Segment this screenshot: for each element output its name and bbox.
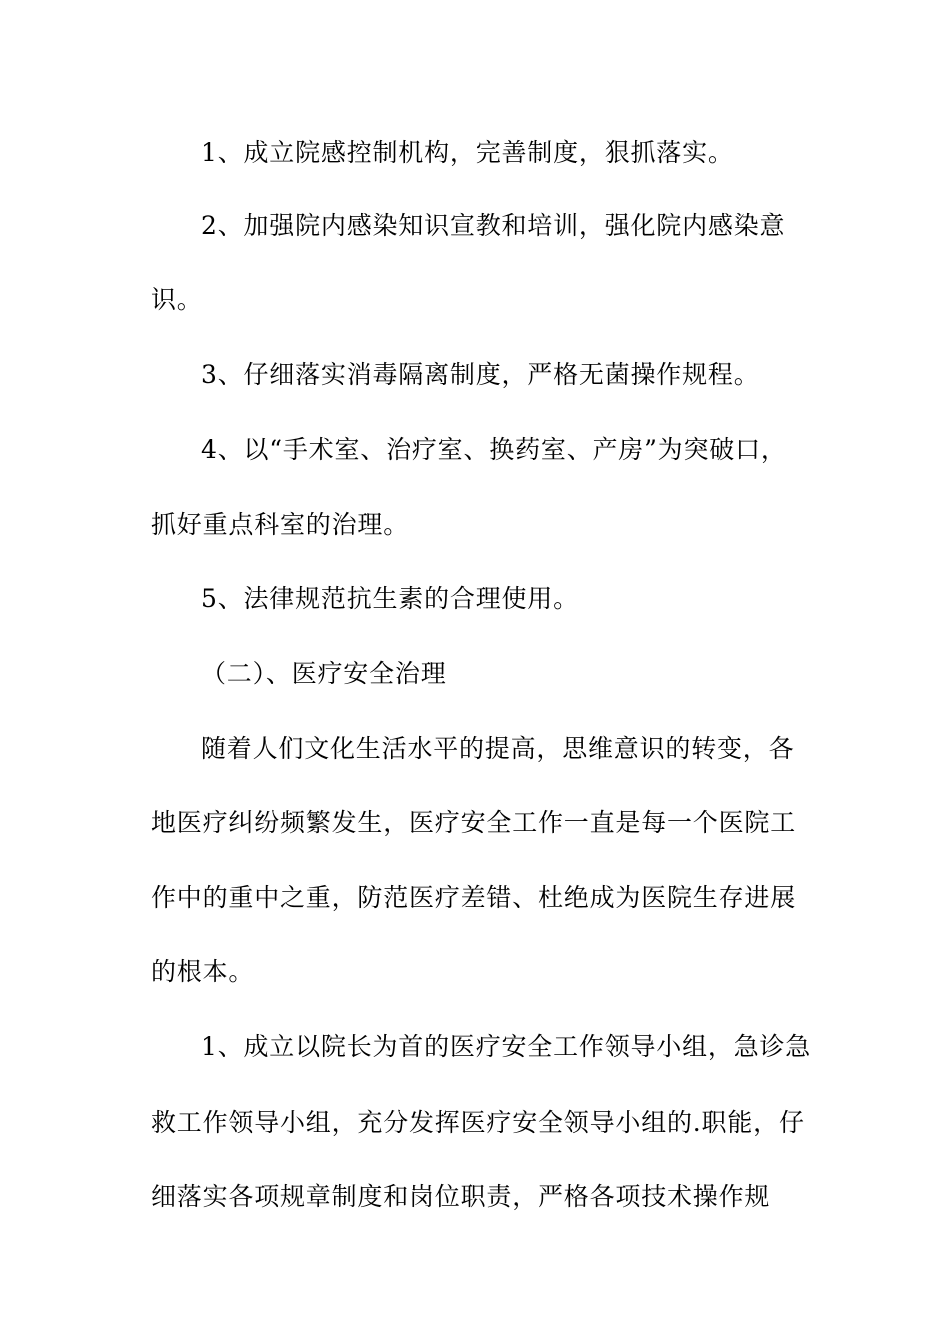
paragraph-2-line-2: 识。 [151,285,203,314]
paragraph-7-line-1: 1、成立以院长为首的医疗安全工作领导小组，急诊急 [201,1032,812,1061]
paragraph-6-line-4: 的根本。 [151,957,255,986]
section-heading: （二）、医疗安全治理 [201,659,447,688]
paragraph-6-line-2: 地医疗纠纷频繁发生，医疗安全工作一直是每一个医院工 [151,808,797,837]
paragraph-7-line-2: 救工作领导小组，充分发挥医疗安全领导小组的.职能，仔 [151,1108,805,1137]
paragraph-5-line-1: 5、法律规范抗生素的合理使用。 [201,584,579,613]
paragraph-7-line-3: 细落实各项规章制度和岗位职责，严格各项技术操作规 [151,1182,771,1211]
paragraph-1-line-1: 1、成立院感控制机构，完善制度，狠抓落实。 [201,138,734,167]
paragraph-6-line-1: 随着人们文化生活水平的提高，思维意识的转变，各 [201,734,795,763]
paragraph-2-line-1: 2、加强院内感染知识宣教和培训，强化院内感染意 [201,211,786,240]
paragraph-4-line-1: 4、以“手术室、治疗室、换药室、产房”为突破口， [201,435,787,464]
paragraph-6-line-3: 作中的重中之重，防范医疗差错、杜绝成为医院生存进展 [151,883,797,912]
paragraph-4-line-2: 抓好重点科室的治理。 [151,510,410,539]
paragraph-3-line-1: 3、仔细落实消毒隔离制度，严格无菌操作规程。 [201,360,760,389]
